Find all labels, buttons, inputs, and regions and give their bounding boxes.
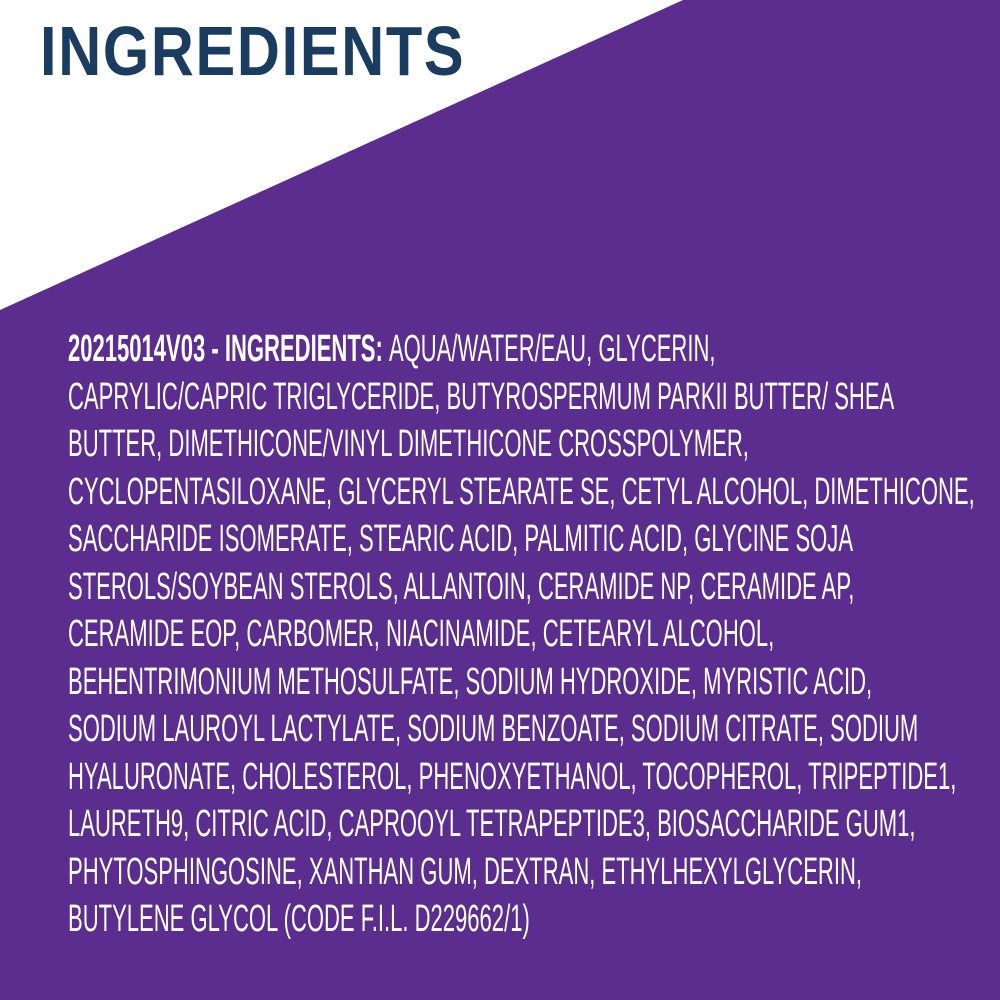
ingredients-line: CYCLOPENTASILOXANE, GLYCERYL STEARATE SE, CETYL ALCOHOL, DIMETHICONE, bbox=[68, 470, 975, 513]
batch-code-and-label: 20215014V03 - INGREDIENTS: bbox=[68, 328, 389, 370]
ingredients-line: BUTTER, DIMETHICONE/VINYL DIMETHICONE CROSSPOLYMER, bbox=[68, 423, 749, 465]
ingredients-line: PHYTOSPHINGOSINE, XANTHAN GUM, DEXTRAN, ETHYLHEXYLGLYCERIN, bbox=[68, 850, 863, 893]
ingredients-line: LAURETH9, CITRIC ACID, CAPROOYL TETRAPEPTIDE3, BIOSACCHARIDE GUM1, bbox=[68, 803, 916, 845]
ingredients-line: CERAMIDE EOP, CARBOMER, NIACINAMIDE, CETEARYL ALCOHOL, bbox=[68, 613, 775, 655]
ingredients-line-text: AQUA/WATER/EAU, GLYCERIN, bbox=[388, 328, 716, 370]
page-title: INGREDIENTS bbox=[40, 12, 466, 90]
ingredients-line bbox=[68, 326, 1000, 374]
ingredients-text-block bbox=[68, 326, 1000, 944]
ingredients-line: HYALURONATE, CHOLESTEROL, PHENOXYETHANOL, TOCOPHEROL, TRIPEPTIDE1, bbox=[68, 755, 957, 798]
ingredients-line: SACCHARIDE ISOMERATE, STEARIC ACID, PALMITIC ACID, GLYCINE SOJA bbox=[68, 518, 854, 560]
ingredients-line: BEHENTRIMONIUM METHOSULFATE, SODIUM HYDROXIDE, MYRISTIC ACID, bbox=[68, 660, 873, 703]
ingredients-line: SODIUM LAUROYL LACTYLATE, SODIUM BENZOATE, SODIUM CITRATE, SODIUM bbox=[68, 708, 919, 750]
ingredients-line: BUTYLENE GLYCOL (CODE F.I.L. D229662/1) bbox=[68, 898, 530, 940]
ingredients-line: CAPRYLIC/CAPRIC TRIGLYCERIDE, BUTYROSPERMUM PARKII BUTTER/ SHEA bbox=[68, 375, 895, 418]
ingredients-line: STEROLS/SOYBEAN STEROLS, ALLANTOIN, CERAMIDE NP, CERAMIDE AP, bbox=[68, 565, 855, 608]
